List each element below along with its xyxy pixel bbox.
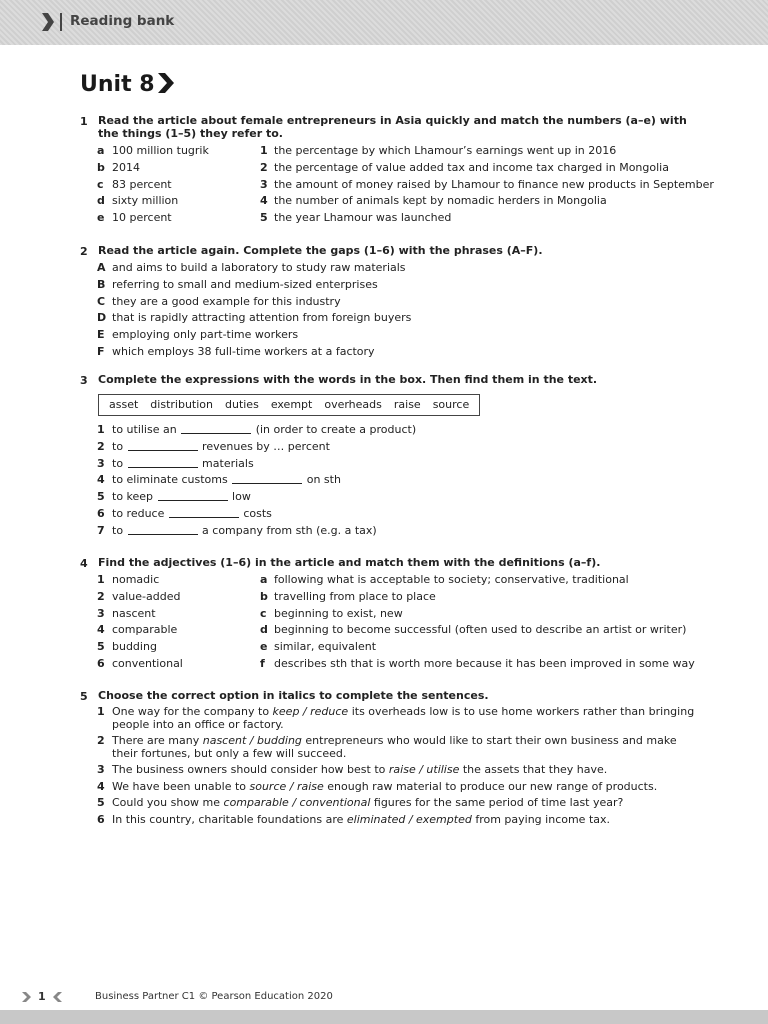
text-before-gap: to	[112, 456, 124, 470]
exercise-4	[80, 556, 700, 673]
sentence-item	[80, 814, 700, 827]
header-bar	[0, 0, 768, 45]
gap-fill-item	[80, 422, 700, 439]
gap-fill-item	[80, 456, 700, 473]
item-key: B	[97, 277, 106, 291]
item-text: the percentage by which Lhamour’s earnings went up in 2016	[274, 144, 617, 157]
sentence-start: There are many	[112, 734, 203, 747]
sentence-start: Could you show me	[112, 796, 224, 809]
item-text: conventional	[112, 656, 183, 670]
item-text: sixty million	[112, 194, 179, 208]
answer-gap	[232, 473, 302, 484]
sentence-item	[80, 764, 700, 777]
item-text: the amount of money raised by Lhamour to finance new products in September	[274, 177, 714, 191]
item-key: a	[260, 573, 268, 586]
item-key: 6	[97, 812, 105, 826]
exercise-number: 5	[80, 690, 88, 703]
gap-fill-item	[80, 439, 700, 456]
match-row	[80, 639, 700, 656]
item-text: beginning to become successful (often used to describe an artist or writer)	[274, 623, 687, 637]
item-text: comparable	[112, 623, 178, 637]
item-key: b	[260, 589, 268, 603]
item-text: 83 percent	[112, 177, 172, 191]
item-key: 1	[97, 423, 105, 436]
item-text: referring to small and medium-sized enterprises	[112, 277, 378, 291]
item-key: 3	[260, 177, 268, 191]
item-text: the percentage of value added tax and income tax charged in Mongolia	[274, 160, 669, 174]
gap-fill-item	[80, 506, 700, 523]
unit-title	[80, 72, 174, 97]
exercise-instruction: Complete the expressions with the words in the box. Then find them in the text.	[98, 373, 598, 386]
item-key: 5	[97, 796, 105, 809]
list-item	[80, 327, 700, 344]
item-text: nomadic	[112, 573, 160, 586]
box-word: overheads	[324, 398, 382, 411]
item-key: 4	[97, 779, 105, 793]
match-row	[80, 572, 700, 589]
text-after-gap: revenues by … percent	[202, 439, 330, 453]
item-text	[112, 523, 377, 540]
match-row	[80, 656, 700, 673]
sentence-end: its overheads low is to use home workers rather than bringing people into an office or factory.	[112, 705, 695, 731]
item-text: similar, equivalent	[274, 640, 377, 654]
item-key: 5	[260, 211, 268, 225]
item-key: 2	[97, 589, 105, 603]
item-key: a	[97, 144, 105, 157]
item-text: value-added	[112, 589, 181, 603]
sentence-start: In this country, charitable foundations are	[112, 812, 347, 826]
item-text	[112, 506, 272, 523]
item-text: employing only part-time workers	[112, 328, 299, 342]
item-key: c	[97, 177, 104, 191]
sentence-start: We have been unable to	[112, 779, 250, 793]
item-key: A	[97, 261, 106, 274]
exercise-number: 3	[80, 374, 88, 387]
box-word: source	[432, 398, 470, 411]
item-key: 5	[97, 640, 105, 654]
text-after-gap: (in order to create a product)	[255, 423, 417, 436]
item-key: 4	[97, 623, 105, 637]
double-chevron-right-icon	[42, 13, 58, 31]
item-text: following what is acceptable to society; conservative, traditional	[274, 573, 629, 586]
match-row	[80, 160, 700, 177]
item-key: 6	[97, 656, 105, 670]
item-key: 1	[97, 705, 105, 718]
text-before-gap: to eliminate customs	[112, 473, 228, 487]
item-key: d	[260, 623, 268, 637]
item-text	[112, 456, 254, 473]
item-text	[112, 489, 251, 506]
item-key: b	[97, 160, 105, 174]
italic-options: eliminated / exempted	[346, 812, 472, 826]
exercise-number: 2	[80, 245, 88, 258]
text-before-gap: to	[112, 439, 124, 453]
item-key: D	[97, 311, 107, 325]
item-text	[112, 422, 416, 439]
answer-gap	[158, 490, 228, 501]
footer-text: Business Partner C1 © Pearson Education 2020	[95, 991, 333, 1002]
item-text: the number of animals kept by nomadic herders in Mongolia	[274, 194, 607, 208]
item-text: travelling from place to place	[274, 589, 436, 603]
answer-gap	[128, 440, 198, 451]
item-text	[112, 472, 341, 489]
item-key: 7	[97, 523, 105, 537]
exercise-3	[80, 373, 700, 540]
text-after-gap: low	[232, 490, 251, 504]
page-number: 1	[38, 990, 46, 1003]
text-after-gap: a company from sth (e.g. a tax)	[202, 523, 377, 537]
text-before-gap: to reduce	[112, 506, 165, 520]
item-key: 3	[97, 763, 105, 776]
item-key: 4	[260, 194, 268, 208]
chevron-right-icon	[158, 73, 174, 93]
sentence-item	[80, 735, 700, 760]
item-text: which employs 38 full-time workers at a factory	[112, 344, 375, 358]
item-text: beginning to exist, new	[274, 606, 403, 620]
sentence-end: figures for the same period of time last year?	[370, 796, 624, 809]
page-footer	[0, 990, 768, 1008]
item-key: 1	[97, 573, 105, 586]
match-row	[80, 210, 700, 227]
item-text: describes sth that is worth more because it has been improved in some way	[274, 656, 695, 670]
list-item	[80, 310, 700, 327]
item-key: 2	[97, 734, 105, 747]
exercise-instruction: Choose the correct option in italics to complete the sentences.	[98, 689, 489, 702]
item-key: 2	[97, 439, 105, 453]
item-key: e	[97, 211, 105, 225]
sentence-end: entrepreneurs who would like to start their own business and make their fortunes, but only a few will succeed.	[112, 734, 677, 760]
match-row	[80, 177, 714, 194]
match-row	[80, 193, 700, 210]
list-item	[80, 344, 700, 361]
item-key: 6	[97, 506, 105, 520]
item-key: C	[97, 294, 106, 308]
answer-gap	[128, 457, 198, 468]
exercise-number: 1	[80, 115, 88, 128]
text-after-gap: costs	[243, 506, 272, 520]
gap-fill-item	[80, 489, 700, 506]
item-key: E	[97, 328, 105, 342]
exercise-2	[80, 244, 700, 361]
sentence-item	[80, 706, 700, 731]
italic-options: raise / utilise	[388, 763, 460, 776]
sentence-end: from paying income tax.	[471, 812, 611, 826]
item-text: 10 percent	[112, 211, 172, 225]
chevron-right-icon	[22, 992, 32, 1002]
answer-gap	[181, 423, 251, 434]
italic-options: source / raise	[249, 779, 324, 793]
sentence-item	[80, 797, 700, 810]
sentence-end: the assets that they have.	[459, 763, 608, 776]
italic-options: keep / reduce	[272, 705, 349, 718]
item-key: f	[260, 656, 265, 670]
item-text: 100 million tugrik	[112, 144, 209, 157]
item-text: the year Lhamour was launched	[274, 211, 452, 225]
item-text: budding	[112, 640, 157, 654]
exercise-number: 4	[80, 557, 88, 570]
item-text	[112, 439, 330, 456]
match-row	[80, 143, 700, 160]
text-after-gap: materials	[202, 456, 254, 470]
match-row	[80, 622, 700, 639]
gap-fill-item	[80, 472, 700, 489]
box-word: exempt	[270, 398, 313, 411]
list-item	[80, 277, 700, 294]
item-key: e	[260, 640, 268, 654]
item-text: 2014	[112, 160, 140, 174]
item-text: nascent	[112, 606, 156, 620]
italic-options: nascent / budding	[202, 734, 302, 747]
answer-gap	[128, 524, 198, 535]
unit-title-text: Unit 8	[80, 72, 155, 97]
exercise-instruction: Read the article about female entrepreneurs in Asia quickly and match the numbers (a–e) with the things (1–5) they refer to.	[98, 114, 687, 140]
exercise-instruction: Find the adjectives (1–6) in the article and match them with the definitions (a–f).	[98, 556, 601, 569]
item-text: they are a good example for this industry	[112, 294, 341, 308]
word-box	[98, 394, 480, 416]
sentence-start: The business owners should consider how best to	[112, 763, 389, 776]
exercise-5	[80, 689, 700, 830]
text-before-gap: to keep	[112, 490, 154, 504]
italic-options: comparable / conventional	[223, 796, 371, 809]
chevron-left-icon	[52, 992, 62, 1002]
match-row	[80, 589, 700, 606]
sentence-start: One way for the company to	[112, 705, 273, 718]
item-key: 3	[97, 456, 105, 470]
sentence-item	[80, 781, 700, 794]
item-key: d	[97, 194, 105, 208]
box-word: raise	[393, 398, 421, 411]
box-word: duties	[224, 398, 259, 411]
section-label: Reading bank	[70, 13, 175, 29]
sentence-end: enough raw material to produce our new range of products.	[323, 779, 658, 793]
exercise-instruction: Read the article again. Complete the gaps (1–6) with the phrases (A–F).	[98, 244, 543, 257]
text-before-gap: to utilise an	[112, 423, 177, 436]
item-text: and aims to build a laboratory to study raw materials	[112, 261, 406, 274]
item-key: c	[260, 606, 267, 620]
header-divider	[60, 13, 62, 31]
box-word: distribution	[150, 398, 213, 411]
gap-fill-item	[80, 523, 700, 540]
item-key: 4	[97, 473, 105, 487]
item-key: F	[97, 344, 105, 358]
answer-gap	[169, 507, 239, 518]
list-item	[80, 260, 700, 277]
exercise-1	[80, 114, 714, 227]
item-text: that is rapidly attracting attention from foreign buyers	[112, 311, 412, 325]
item-key: 1	[260, 144, 268, 157]
text-before-gap: to	[112, 523, 124, 537]
list-item	[80, 294, 700, 311]
text-after-gap: on sth	[306, 473, 341, 487]
box-word: asset	[109, 398, 139, 411]
item-key: 3	[97, 606, 105, 620]
bottom-bar	[0, 1010, 768, 1024]
match-row	[80, 606, 700, 623]
item-key: 5	[97, 490, 105, 504]
item-key: 2	[260, 160, 268, 174]
